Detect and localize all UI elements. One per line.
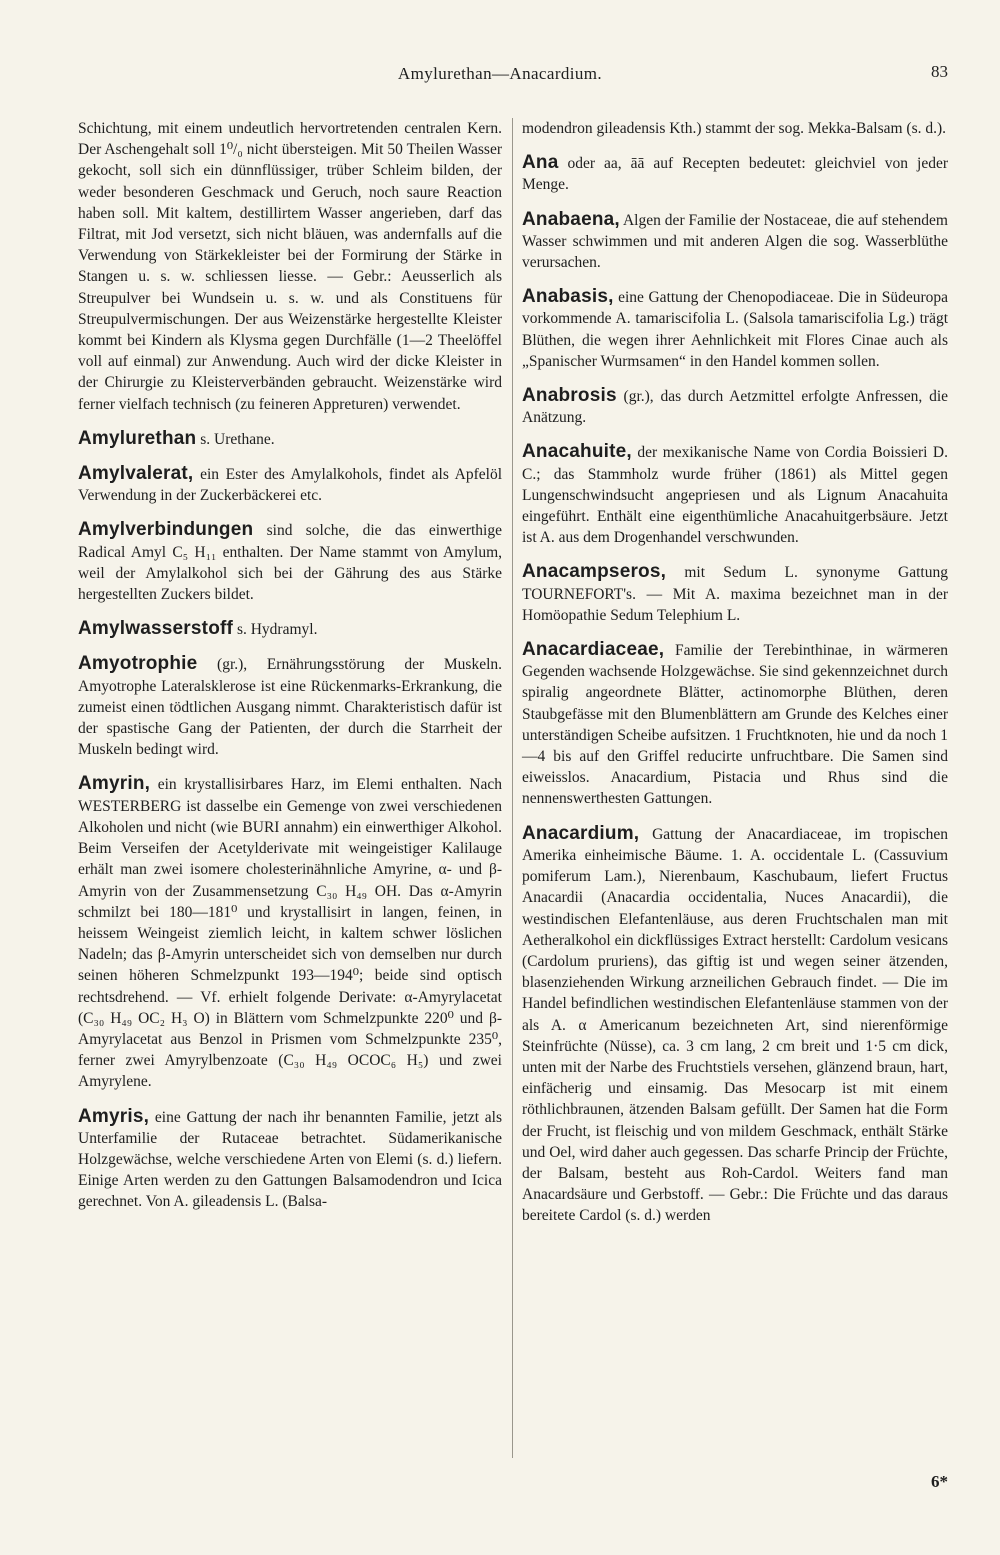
entry-text: Algen der Familie der Nostaceae, die auf stehendem Wasser schwimmen und mit anderen Algen die sog. Wasserblüthe verursachen. (522, 211, 948, 272)
entry-paragraph (78, 463, 502, 506)
dictionary-entry (522, 118, 948, 139)
entry-text: der mexikanische Name von Cordia Boissieri D. C.; das Stammholz wurde früher (1861) als Mittel gegen Lungenschwindsucht angepriesen und als Lignum Anacahuita eingeführt. Enthält eine eigenthümliche Anacahuitgerbsäure. Jetzt ist A. aus dem Drogenhandel verschwunden. (522, 444, 949, 547)
entry-text: s. Urethane. (200, 430, 275, 448)
right-column (522, 118, 948, 1240)
dictionary-entry (522, 286, 948, 372)
dictionary-entry (78, 1106, 502, 1213)
entry-headword: Amylverbindungen (78, 519, 254, 541)
entry-paragraph (522, 118, 948, 139)
dictionary-entry (522, 561, 948, 626)
entry-headword: Amylwasserstoff (78, 618, 234, 640)
entry-paragraph (78, 618, 502, 640)
entry-paragraph (522, 561, 948, 626)
entry-text: eine Gattung der Chenopodiaceae. Die in Südeuropa vorkommende A. tamariscifolia L. (Salsola tamariscifolia Lg.) trägt Blüthen, die wegen ihrer Aehnlichkeit mit Flores Cinae auch als „Spanischer Wurmsamen“ in den Handel kommen sollen. (522, 289, 949, 370)
entry-headword: Amyrin, (78, 773, 151, 795)
dictionary-entry (522, 441, 948, 548)
entry-headword: Anabrosis (522, 385, 617, 407)
entry-text: ein Ester des Amylalkohols, findet als Apfelöl Verwendung in der Zuckerbäckerei etc. (78, 466, 502, 505)
entry-paragraph (522, 441, 948, 548)
dictionary-entry (522, 152, 948, 195)
dictionary-entry (78, 618, 502, 640)
entry-headword: Amylurethan (78, 427, 197, 449)
entry-headword: Anabasis, (522, 286, 614, 308)
entry-headword: Anacardiaceae, (522, 639, 665, 661)
dictionary-entry (78, 653, 502, 760)
entry-headword: Ana (522, 152, 559, 174)
entry-paragraph (78, 428, 502, 450)
dictionary-entry (522, 209, 948, 274)
entry-headword: Anacahuite, (522, 441, 632, 463)
entry-headword: Anabaena, (522, 208, 620, 230)
column-divider (512, 118, 513, 1458)
entry-text: (gr.), das durch Aetzmittel erfolgte Anfressen, die Anätzung. (522, 388, 949, 427)
entry-paragraph (78, 118, 502, 415)
entry-paragraph (522, 152, 948, 195)
dictionary-entry (522, 823, 948, 1227)
entry-headword: Amyotrophie (78, 653, 198, 675)
entry-text: sind solche, die das einwerthige Radical Amyl C₅ H₁₁ enthalten. Der Name stammt von Amylum, weil der Amylalkohol sich bei der Gährung des aus Stärke hergestellten Zuckers bildet. (78, 522, 502, 604)
entry-text: modendron gileadensis Kth.) stammt der sog. Mekka-Balsam (s. d.). (522, 120, 947, 137)
dictionary-entry (78, 463, 502, 506)
entry-text: ein krystallisirbares Harz, im Elemi enthalten. Nach WESTERBERG ist dasselbe ein Gemenge von zwei verschiedenen Alkoholen und nicht (wie BURI annahm) ein einwerthiger Alkohol. Beim Verseifen der Acetylderivate mit weingeistiger Kalilauge erhält man zwei isomere cholesterinähnliche Amyrine, α- und β-Amyrin von der Zusammensetzung C₃₀ H₄₉ OH. Das α-Amyrin schmilzt bei 180—181⁰ und krystallisirt in langen, feinen, in heissem Weingeist ziemlich leicht, in kaltem schwer löslichen Nadeln; das β-Amyrin unterscheidet sich von demselben nur durch seinen höheren Schmelzpunkt 193—194⁰; beide sind optisch rechtsdrehend. — Vf. erhielt folgende Derivate: α-Amyrylacetat (C₃₀ H₄₉ OC₂ H₃ O) in Blättern vom Schmelzpunkte 220⁰ und β-Amyrylacetat aus Benzol in Prismen vom Schmelzpunkte 235⁰, ferner zwei Amyrylbenzoate (C₃₀ H₄₉ OCOC₆ H₅) und zwei Amyrylene. (78, 776, 502, 1091)
left-column (78, 118, 502, 1226)
entry-text: Gattung der Anacardiaceae, im tropischen Amerika einheimische Bäume. 1. A. occidentale L. (Cassuvium pomiferum Lam.), Nierenbaum, Kaschubaum, liefert Fructus Anacardii (Anacardia occidentalia, Nuces Anacardii), die westindischen Elefantenläuse, aus deren Fruchtschalen man mit Aetheralkohol ein dickflüssiges Extract herstellt: Cardolum vesicans (Cardolum pruriens), das giftig ist und wegen seiner ätzenden, blasenziehenden Wirkung arzneilichen Gebrauch findet. — Die im Handel befindlichen westindischen Elefantenläuse stammen von der als A. α Americanum bezeichneten Art, sind nierenförmige Steinfrüchte (Nüsse), ca. 3 cm lang, 2 cm breit und 1·5 cm dick, unten mit der Narbe des Fruchtstiels versehen, glänzend braun, hart, einfächerig und einsamig. Das Mesocarp ist mit einem röthlichbraunen, ätzenden Balsam gefüllt. Der Samen hat die Form der Frucht, ist fleischig und von mildem Geschmack, enthält Stärke und Oel, wird daher auch gegessen. Das scharfe Princip der Früchte, der Balsam, besteht aus Roh-Cardol. Weiters fand man Anacardsäure und Gerbstoff. — Gebr.: Die Früchte und das daraus bereitete Cardol (s. d.) werden (522, 825, 948, 1225)
dictionary-entry (522, 385, 948, 428)
entry-text: mit Sedum L. synonyme Gattung TOURNEFORT's. — Mit A. maxima bezeichnet man in der Homöopathie Sedum Telephium L. (522, 564, 948, 624)
entry-paragraph (78, 653, 502, 760)
entry-paragraph (522, 639, 948, 810)
entry-text: oder aa, āā auf Recepten bedeutet: gleichviel von jeder Menge. (522, 155, 948, 194)
dictionary-entry (522, 639, 948, 810)
entry-paragraph (78, 1106, 502, 1213)
dictionary-entry (78, 428, 502, 450)
entry-headword: Amylvalerat, (78, 463, 194, 485)
entry-paragraph (78, 773, 502, 1092)
entry-text: (gr.), Ernährungsstörung der Muskeln. Amyotrophe Lateralsklerose ist eine Rückenmarks-Erkrankung, die zumeist einen tödtlichen Ausgang nimmt. Charakteristisch dafür ist der spastische Gang der Patienten, der durch die Starrheit der Muskeln bedingt wird. (78, 656, 502, 759)
entry-text: s. Hydramyl. (236, 621, 318, 639)
entry-paragraph (522, 286, 948, 372)
entry-headword: Anacardium, (522, 822, 640, 844)
entry-paragraph (78, 519, 502, 605)
entry-paragraph (522, 209, 948, 274)
entry-text: Schichtung, mit einem undeutlich hervortretenden centralen Kern. Der Aschengehalt soll 1⁰/₀ nicht übersteigen. Mit 50 Theilen Wasser gekocht, soll sich ein dünnflüssiger, trüber Schleim bilden, der weder besonderen Geschmack und Geruch, noch saure Reaction haben soll. Mit kaltem, destillirtem Wasser angerieben, darf das Filtrat, mit Jod versetzt, sich nicht bläuen, was andernfalls auf die Verwendung von Stärkekleister bei der Formirung der Stärke in Stangen u. s. w. schliessen liesse. — Gebr.: Aeusserlich als Streupulver bei Wundsein u. s. w. und als Constituens für Streupulvermischungen. Der aus Weizenstärke hergestellte Kleister kommt bei Kindern als Klysma gegen Durchfälle (1—2 Theelöffel voll auf einmal) zur Anwendung. Auch wird der dicke Kleister in der Chirurgie zu Kleisterverbänden gebraucht. Weizenstärke wird ferner vielfach technisch (zu feineren Appreturen) verwendet. (78, 120, 502, 413)
entry-paragraph (522, 385, 948, 428)
page-number: 83 (931, 62, 948, 81)
entry-text: Familie der Terebinthinae, in wärmeren Gegenden wachsende Holzgewächse. Sie sind gekennzeichnet durch spiralig angeordnete Blätter, actinomorphe Blüthen, deren Staubgefässe mit den Blumenblättern am Grunde des Kelches einer unterständigen Scheibe aufsitzen. 1 Fruchtknoten, hie und da noch 1—4 bis auf den Griffel reducirte unfruchtbare. Die Samen sind eiweisslos. Anacardium, Pistacia und Rhus sind die nennenswerthesten Gattungen. (522, 642, 949, 808)
sheet-signature: 6* (931, 1472, 948, 1491)
entry-paragraph (522, 823, 948, 1227)
running-title: Amylurethan—Anacardium. (397, 64, 603, 83)
entry-headword: Amyris, (78, 1105, 150, 1127)
dictionary-entry (78, 118, 502, 415)
dictionary-entry (78, 773, 502, 1092)
entry-text: eine Gattung der nach ihr benannten Familie, jetzt als Unterfamilie der Rutaceae betrachtet. Südamerikanische Holzgewächse, welche verschiedene Arten von Elemi (s. d.) liefern. Einige Arten werden zu den Gattungen Balsamodendron und Icica gerechnet. Von A. gileadensis L. (Balsa- (78, 1108, 503, 1211)
entry-headword: Anacampseros, (522, 561, 667, 583)
dictionary-entry (78, 519, 502, 605)
